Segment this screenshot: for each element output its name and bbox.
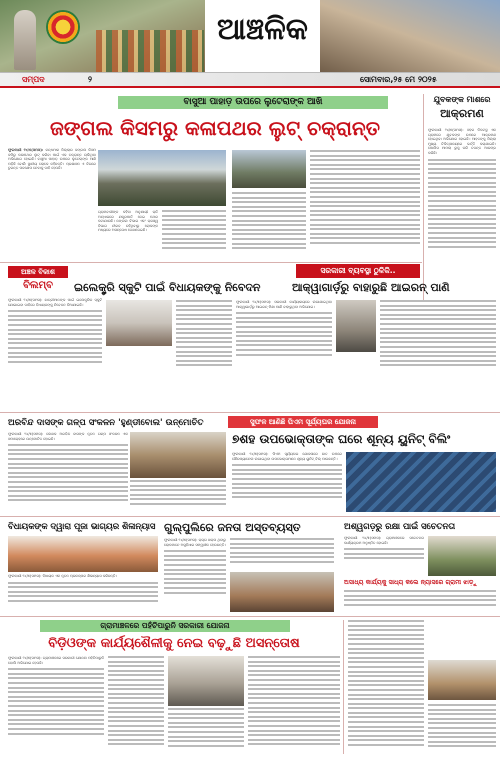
- story9-body: [8, 656, 104, 754]
- date-line: ସୋମବାର,୨୫ ମେ ୨୦୨୫: [360, 75, 437, 84]
- story9-body-col-3: [168, 708, 244, 754]
- story8-headline: ଅଶ୍ୱଗଡ଼ରୁ ରକ୍ଷା ପାଇଁ ସଚେତନତା: [344, 521, 456, 531]
- story8-sub-headline: ଅସାଧ୍ୟ କାର୍ଯ୍ୟକୁ ସାଧ୍ୟ କଲେ ନ୍ୟାସରେ ଗ୍ରାମୀ ଝାଡ଼ୁ: [344, 579, 477, 586]
- story9-photo: [168, 656, 244, 706]
- lead-body-2: ଗ୍ରାମବାସୀଙ୍କ କହିବା ଅନୁଯାୟୀ ରାତି ଅନ୍ଧାରରେ ଯନ୍ତ୍ରପାତି ନେଇ ପଥର କଟାଯାଉଛି। ଜଙ୍ଗଲ ବିଭାଗ ଏବଂ ରାଜସ୍ୱ ବିଭାଗ ନୀରବ ରହିଥିବାରୁ ଲୋକଙ୍କ ମଧ୍ୟରେ ଅସନ୍ତୋଷ ଦେଖାଦେଇଛି।: [98, 210, 158, 233]
- story9-headline: ବିଡ଼ିଓଙ୍କ କାର୍ଯ୍ୟଶୈଳୀକୁ ନେଇ ବଢ଼ୁଛି ଅସନ୍ତୋଷ: [48, 636, 300, 651]
- story7-body: [164, 538, 226, 612]
- divider-row-5: [0, 616, 500, 617]
- story7-body-col-2: [230, 538, 334, 570]
- divider-row-4: [0, 516, 500, 517]
- story8-body-col-2: [344, 590, 496, 612]
- story3-headline: ଆକ୍ୱାଗାର୍ଡ଼ରୁ ବାହାରୁଛି ଆଇରନ୍ ପାଣି: [292, 281, 450, 294]
- story9-body-text: ଫୁଲବାଣୀ ୨୪/୫(ସମସ): ଗ୍ରାମାଞ୍ଚଳରେ ସରକାରୀ ଯୋଜନା ପହଁଚିପାରୁନି ବୋଲି ଅଭିଯୋଗ ହେଉଛି।: [8, 656, 104, 665]
- right-title-1: ଯୁବକଙ୍କ ମାଶରେ: [433, 95, 491, 104]
- story9-kicker: ଗ୍ରାମାଞ୍ଚଳରେ ପହଁଚିପାରୁନି ସରକାରୀ ଯୋଜନା: [40, 620, 290, 632]
- story4-photo: [130, 432, 226, 478]
- lead-body-col-2: [98, 210, 158, 258]
- story4-body-text: ଫୁଲବାଣୀ ୨୪/୫(ସମସ): ଲେଖକ ଅରବିନ୍ଦ ଦାସଙ୍କ ନୂତନ ଗଳ୍ପ ସଂକଳନ ଏକ ସମାରୋହରେ ଉନ୍ମୋଚିତ ହୋଇଛି।: [8, 432, 128, 441]
- story5-body-text: ଫୁଲବାଣୀ ୨୪/୫(ସମସ): ପିଏମ ସୂର୍ଯ୍ୟଘର ଯୋଜନାରେ ଛାତ ଉପରେ ସୌରପ୍ୟାନେଲ ଲଗାଇଥିବା ଉପଭୋକ୍ତାମାନେ ଶୂନ୍ୟ ୟୁନିଟ୍ ବିଲ୍ ପାଉଛନ୍ତି।: [232, 452, 342, 461]
- temple-illustration: [14, 10, 36, 70]
- story6-body-text: ଫୁଲବାଣୀ ୨୪/୫(ସମସ): ବିଧାୟକ ଏକ ନୂତନ ପ୍ରକଳ୍ପର ଶିଳାନ୍ୟାସ କରିଛନ୍ତି।: [8, 574, 118, 578]
- bottom-right-body-col-2: [428, 704, 496, 754]
- story2-tag-sub: ବିଲମ୍ବ: [23, 280, 53, 291]
- lead-kicker: ବାସୁଆ ପାହାଡ଼ ଉପରେ ଲୁଟେରାଙ୍କ ଆଖି: [118, 96, 388, 109]
- right-column-body: [428, 128, 496, 302]
- story2-photo: [106, 300, 172, 346]
- story3-kicker: ସରକାରୀ ବ୍ୟବସ୍ଥା ଠୁଳିକି..: [296, 264, 420, 278]
- story3-body: [236, 300, 332, 376]
- right-title-2: ଆକ୍ରମଣ: [440, 107, 484, 120]
- story4-body-col-2: [130, 480, 226, 512]
- story4-body: [8, 432, 128, 512]
- bottom-right-divider: [343, 620, 344, 754]
- lead-body-col-5: [310, 150, 420, 258]
- chakra-emblem: [46, 10, 80, 44]
- story7-photo: [230, 572, 334, 612]
- bottom-right-body: [348, 620, 424, 754]
- story7-body-text: ଫୁଲବାଣୀ ୨୪/୫(ସମସ): ରାସ୍ତା ଖରାପ ଥିବାରୁ ଲୋକମାନେ ଅସୁବିଧାର ସମ୍ମୁଖୀନ ହେଉଛନ୍ତି।: [164, 538, 226, 547]
- story5-kicker: ସୁଫଳ ଆଣିଛି ପିଏମ ସୂର୍ଯ୍ୟଘର ଯୋଜନା: [228, 416, 378, 428]
- story2-body-text: ଫୁଲବାଣୀ ୨୪/୫(ସମସ): ଛାତ୍ରୀମାନଙ୍କ ପାଇଁ ଇଲେକ୍ଟ୍ରିକ ସ୍କୁଟି ଯୋଗାଇବା ଦାବିରେ ବିଧାୟକଙ୍କୁ ନିବେଦନ ଦିଆଯାଇଛି।: [8, 298, 102, 307]
- masthead: [0, 0, 500, 88]
- story2-body: [8, 298, 102, 376]
- story8-body: [344, 536, 424, 576]
- lead-headline: ଜଙ୍ଗଲ କିସମରୁ କଳାପଥର ଲୁଟ୍ ଚକ୍ରାନ୍ତ: [50, 116, 380, 140]
- right-column-header: [428, 94, 496, 124]
- story5-headline: ୭ଶହ ଉପଭୋକ୍ତାଙ୍କ ଘରେ ଶୂନ୍ୟ ୟୁନିଟ୍ ବିଲିଂ: [232, 432, 451, 446]
- story8-body-text: ଫୁଲବାଣୀ ୨୪/୫(ସମସ): ଗ୍ରାମାଞ୍ଚଳରେ ସଚେତନତା କାର୍ଯ୍ୟକ୍ରମ ଅନୁଷ୍ଠିତ ହୋଇଛି।: [344, 536, 424, 545]
- story3-body-text: ଫୁଲବାଣୀ ୨୪/୫(ସମସ): ସରକାରୀ କାର୍ଯ୍ୟାଳୟରେ ଲଗାଯାଇଥିବା ଆକ୍ୱାଗାର୍ଡ଼ରୁ ଆଇରନ୍ ମିଶା ପାଣି ବାହାରୁଥିବା ଅଭିଯୋଗ।: [236, 300, 332, 309]
- lead-photo: [98, 150, 226, 206]
- section-title: ଆଞ୍ଚଳିକ: [217, 11, 308, 47]
- story2-body-col-2: [176, 300, 232, 376]
- story8-photo: [428, 536, 496, 576]
- bottom-right-photo: [428, 660, 496, 700]
- lead-body-col-1: [8, 148, 96, 258]
- story7-headline: ଗୁଲ୍ପୁଲିରେ ଜନତା ଅସ୍ତବ୍ୟସ୍ତ: [164, 521, 301, 534]
- lead-body-col-3: [162, 210, 226, 258]
- story2-headline: ଇଲେକ୍ଟ୍ରି ସ୍କୁଟି ପାଇଁ ବିଧାୟକଙ୍କୁ ନିବେଦନ: [74, 281, 261, 294]
- right-column-divider: [423, 94, 424, 302]
- lead-photo-2: [232, 150, 306, 188]
- story5-body: [232, 452, 342, 512]
- right-body: ଫୁଲବାଣୀ ୨୪/୫(ସମସ): ସହର ନିକଟସ୍ଥ ଏକ ଗ୍ରାମରେ ଯୁବକଙ୍କ ଉପରେ ଆକ୍ରମଣ ହୋଇଥିବା ଅଭିଯୋଗ ହୋଇଛି। ଆହତଙ୍କୁ ଜିଲ୍ଲା ମୁଖ୍ୟ ଚିକିତ୍ସାଳୟରେ ଭର୍ତ୍ତି କରାଯାଇଛି। ପୋଲିସ ମାମଲା ରୁଜୁ କରି ତଦନ୍ତ ଆରମ୍ଭ କରିଛି।: [428, 128, 496, 155]
- story5-photo: [346, 452, 496, 512]
- masthead-logo: ସମ୍ପଦ: [22, 75, 45, 84]
- divider-row-2: [0, 262, 422, 263]
- story3-body-col-2: [380, 300, 496, 376]
- story4-headline: ଅରବିନ୍ଦ ଦାସଙ୍କ ଗଳ୍ପ ସଂକଳନ 'ହୁଣ୍ଡୀବୋଲ' ଉନ୍ମୋଚିତ: [8, 418, 204, 428]
- story9-body-col-4: [248, 656, 340, 754]
- lead-dateline: ଫୁଲବାଣୀ ୨୪/୫(ସମସ):: [8, 148, 44, 152]
- story3-photo: [336, 300, 376, 352]
- page-number: ୨: [88, 75, 92, 84]
- lead-body-col-4: [232, 192, 306, 258]
- lead-body-1: କନ୍ଧମାଳ ଜିଲ୍ଲାର ଜଙ୍ଗଲ କିସମ ଜମିରୁ କଳାପଥର ଲୁଟ୍ କରିବା ପାଇଁ ଏକ ଚକ୍ରାନ୍ତ ଚାଲିଥିବା ଅଭିଯୋଗ ହୋଇଛି। ବାସୁଆ ପାହାଡ଼ ଉପରେ ଲୁଟେରାଙ୍କ ଆଖି ପଡ଼ିଛି ବୋଲି ସ୍ଥାନୀୟ ଲୋକେ କହିଛନ୍ତି। ପ୍ରଶାସନ ଏ ଦିଗରେ ତୁରନ୍ତ ପଦକ୍ଷେପ ନେବାକୁ ଦାବି ହେଉଛି।: [8, 148, 96, 171]
- section-title-box: [205, 6, 320, 52]
- story6-photo: [8, 536, 158, 572]
- divider-row-3: [0, 412, 500, 413]
- story6-body: [8, 574, 158, 612]
- story2-tag: ଅଞ୍ଚଳ ବିକାଶ: [8, 266, 68, 278]
- story9-body-col-2: [108, 656, 164, 754]
- story6-headline: ବିଧାୟକଙ୍କ ଦ୍ୱାରା ପୂଜା ଭାଗ୍ୟର ଶିଳାନ୍ୟାସ: [8, 521, 156, 531]
